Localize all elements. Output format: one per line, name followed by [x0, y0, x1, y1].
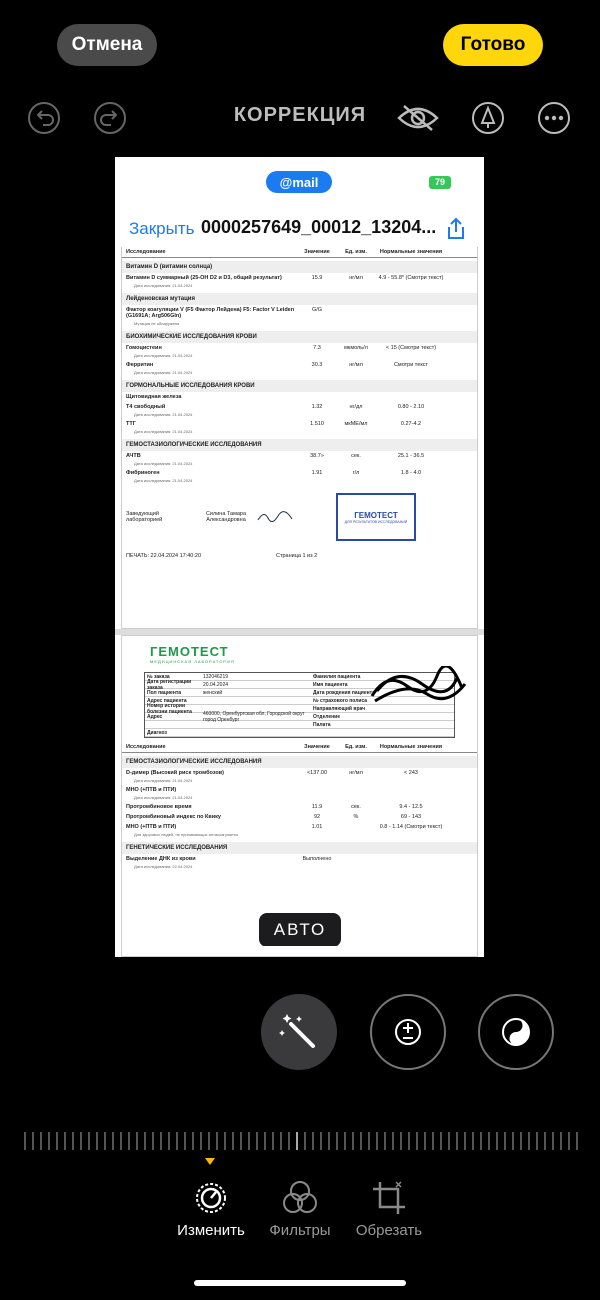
slider-tick [88, 1132, 90, 1150]
info-key: Диагноз [147, 729, 167, 736]
test-note: Дата исследования: 21.04.2024 [134, 370, 193, 375]
slider-tick [200, 1132, 202, 1150]
test-unit: нг/дл [349, 404, 363, 410]
test-norm: 0.8 - 1.14 (Смотри текст) [379, 824, 443, 830]
section-title: ГЕНЕТИЧЕСКИЕ ИССЛЕДОВАНИЯ [122, 842, 477, 854]
slider-tick [416, 1132, 418, 1150]
slider-tick [208, 1132, 210, 1150]
slider-tick [336, 1132, 338, 1150]
result-row [122, 768, 477, 778]
slider-tick [376, 1132, 378, 1150]
test-name: Выделение ДНК из крови [126, 856, 196, 862]
document-header [115, 215, 484, 245]
result-row [122, 785, 477, 795]
slider-tick [528, 1132, 530, 1150]
test-value: 11.9 [311, 804, 323, 810]
more-options-icon[interactable] [536, 100, 572, 136]
slider-tick [432, 1132, 434, 1150]
slider-tick [64, 1132, 66, 1150]
column-header: Нормальные значения [379, 249, 443, 255]
test-unit [336, 394, 376, 400]
auto-adjust-badge: АВТО [259, 913, 341, 947]
test-unit [336, 307, 376, 319]
slider-tick [472, 1132, 474, 1150]
info-key-right: Фамилия пациента [313, 673, 361, 680]
slider-tick [120, 1132, 122, 1150]
section-title: ГОРМОНАЛЬНЫЕ ИССЛЕДОВАНИЯ КРОВИ [122, 380, 477, 392]
info-key: Дата регистрации заказа [147, 678, 192, 691]
test-value: 38.7» [310, 453, 324, 459]
lab-logo-subtitle: МЕДИЦИНСКАЯ ЛАБОРАТОРИЯ [150, 659, 235, 664]
test-value: Выполнено [302, 856, 332, 862]
slider-tick [136, 1132, 138, 1150]
page2-results [122, 756, 477, 871]
info-key-right: № страхового полиса [313, 697, 368, 704]
tab-label: Изменить [177, 1222, 245, 1239]
result-row [122, 451, 477, 461]
info-key-right: Отделение [313, 713, 340, 720]
test-value: 1.01 [311, 824, 323, 830]
test-norm [376, 856, 446, 862]
slider-tick [520, 1132, 522, 1150]
info-key: Адрес [147, 713, 163, 720]
test-unit [336, 787, 376, 793]
test-note: Дата исследования: 21.04.2024 [134, 353, 193, 358]
slider-tick [560, 1132, 562, 1150]
test-name: Фактор коагуляции V (F5 Фактор Лейдена) F5: Factor V Leiden (G1691A; Arg506Gln) [126, 307, 295, 319]
info-key: Номер истории болезни пациента [147, 702, 192, 715]
result-row [122, 305, 477, 321]
yin-yang-icon [500, 1016, 532, 1048]
test-note: Дата исследования: 22.04.2024 [134, 864, 193, 869]
info-key: № заказа [147, 673, 170, 680]
slider-tick [232, 1132, 234, 1150]
test-note: Для здоровых людей, не принимающих антикоагулянты [134, 832, 239, 837]
crop-icon [344, 1178, 434, 1218]
filters-icon [255, 1178, 345, 1218]
result-row [122, 360, 477, 370]
result-row [122, 468, 477, 478]
test-name: D-димер (Высокий риск тромбозов) [126, 770, 224, 776]
test-norm: 69 - 143 [400, 814, 422, 820]
test-unit: сек. [351, 804, 361, 810]
slider-tick [352, 1132, 354, 1150]
test-name: Протромбиновое время [126, 804, 192, 810]
test-norm: 1.8 - 4.0 [400, 470, 422, 476]
section-title: ГЕМОСТАЗИОЛОГИЧЕСКИЕ ИССЛЕДОВАНИЯ [122, 756, 477, 768]
test-name: Протромбиновый индекс по Квику [126, 814, 221, 820]
exposure-button[interactable] [370, 994, 446, 1070]
slider-tick [440, 1132, 442, 1150]
page1-results [122, 261, 477, 485]
info-value: женский [203, 689, 223, 696]
test-unit: нг/мл [349, 770, 363, 776]
slider-tick [248, 1132, 250, 1150]
tab-label: Обрезать [355, 1222, 423, 1239]
test-unit: сек. [351, 453, 361, 459]
slider-tick [216, 1132, 218, 1150]
test-norm: Смотри текст [393, 362, 429, 368]
slider-tick [176, 1132, 178, 1150]
slider-tick [480, 1132, 482, 1150]
tab-label: Фильтры [269, 1222, 331, 1239]
test-value [298, 394, 336, 400]
result-row [122, 419, 477, 429]
slider-tick [456, 1132, 458, 1150]
auto-indicator-line [234, 946, 366, 950]
signer-name: Силина Тамара Александровна [205, 511, 247, 523]
slider-tick [280, 1132, 282, 1150]
column-header: Значение [304, 744, 330, 750]
test-unit [336, 856, 376, 862]
slider-tick [72, 1132, 74, 1150]
dial-icon [166, 1178, 256, 1218]
slider-tick [96, 1132, 98, 1150]
test-note: Дата исследования: 21.04.2024 [134, 412, 193, 417]
test-value: 1.32 [311, 404, 323, 410]
column-header: Исследование [126, 249, 166, 255]
test-note: Дата исследования: 21.04.2024 [134, 283, 193, 288]
auto-enhance-button[interactable] [261, 994, 337, 1070]
tab-filters[interactable] [255, 1178, 345, 1239]
test-norm [376, 394, 446, 400]
test-note: Мутация не обнаружена [134, 321, 180, 326]
markup-pen-icon[interactable] [470, 100, 506, 136]
test-name: МНО (+ПТВ и ПТИ) [126, 787, 177, 793]
table-header [122, 247, 477, 258]
result-row [122, 392, 477, 402]
info-value: 20.04.2024 [203, 681, 229, 688]
slider-tick [320, 1132, 322, 1150]
test-norm [376, 787, 446, 793]
signer-role: Заведующий лабораторией [126, 511, 163, 523]
test-note: Дата исследования: 21.04.2024 [134, 429, 193, 434]
section-title: ГЕМОСТАЗИОЛОГИЧЕСКИЕ ИССЛЕДОВАНИЯ [122, 439, 477, 451]
test-unit: г/л [352, 470, 360, 476]
slider-tick [368, 1132, 370, 1150]
slider-tick [40, 1132, 42, 1150]
test-value: 30.3 [311, 362, 323, 368]
slider-tick [568, 1132, 570, 1150]
test-name: Ферритин [126, 362, 154, 368]
tab-crop[interactable] [344, 1178, 434, 1239]
result-row [122, 402, 477, 412]
slider-tick [328, 1132, 330, 1150]
magic-wand-icon [277, 1010, 321, 1054]
test-name: Щитовидная железа [126, 394, 182, 400]
test-unit: % [353, 814, 359, 820]
test-name: Фибриноген [126, 470, 160, 476]
result-row [122, 802, 477, 812]
visibility-toggle-icon[interactable] [396, 100, 440, 136]
lab-stamp: ГЕМОТЕСТ ДЛЯ РЕЗУЛЬТАТОВ ИССЛЕДОВАНИЙ [336, 493, 416, 541]
document-title: 0000257649_00012_13204... [201, 217, 437, 237]
slider-tick [384, 1132, 386, 1150]
battery-indicator: 79 [429, 176, 451, 189]
slider-tick [312, 1132, 314, 1150]
slider-tick [512, 1132, 514, 1150]
test-norm: < 243 [404, 770, 418, 776]
test-unit: мкмоль/л [344, 345, 368, 351]
test-name: МНО (+ПТВ и ПТИ) [126, 824, 177, 830]
slider-tick [576, 1132, 578, 1150]
redo-icon[interactable] [92, 100, 128, 136]
black-point-button[interactable] [478, 994, 554, 1070]
slider-tick [488, 1132, 490, 1150]
test-name: АЧТВ [126, 453, 141, 459]
slider-tick [408, 1132, 410, 1150]
test-name: Гомоцистеин [126, 345, 162, 351]
tab-adjust[interactable] [166, 1178, 256, 1239]
slider-tick [128, 1132, 130, 1150]
slider-tick [288, 1132, 290, 1150]
slider-tick [448, 1132, 450, 1150]
report-page-2 [121, 635, 478, 957]
slider-tick [296, 1132, 298, 1150]
mail-app-badge: @mail [266, 171, 332, 193]
slider-tick [112, 1132, 114, 1150]
slider-tick [240, 1132, 242, 1150]
slider-tick [224, 1132, 226, 1150]
test-norm: < 15 (Смотри текст) [385, 345, 437, 351]
slider-tick [272, 1132, 274, 1150]
slider-tick [24, 1132, 26, 1150]
slider-tick [552, 1132, 554, 1150]
slider-tick [304, 1132, 306, 1150]
slider-tick [264, 1132, 266, 1150]
table-header [122, 742, 477, 753]
test-name: Т4 свободный [126, 404, 166, 410]
slider-tick [256, 1132, 258, 1150]
lab-logo: ГЕМОТЕСТ [150, 644, 229, 659]
share-icon[interactable] [445, 217, 467, 241]
info-key: Пол пациента [147, 689, 182, 696]
test-norm: 4.9 - 55.8* (Смотри текст) [378, 275, 444, 281]
result-row [122, 273, 477, 283]
test-value: 1.510 [310, 421, 324, 427]
info-value: 460000, Оренбургская обл, Городской округ город Оренбург [203, 710, 305, 723]
slider-tick [464, 1132, 466, 1150]
slider-tick [344, 1132, 346, 1150]
signature-block [122, 485, 477, 543]
info-row [145, 729, 454, 737]
test-norm [376, 307, 446, 319]
column-header: Ед. изм. [345, 249, 367, 255]
column-header: Значение [304, 249, 330, 255]
test-value: 1.91 [311, 470, 323, 476]
slider-tick [504, 1132, 506, 1150]
test-value: G/G [311, 307, 323, 313]
result-row [122, 812, 477, 822]
info-key-right: Имя пациента [313, 681, 348, 688]
test-unit [336, 824, 376, 830]
document-preview[interactable] [115, 157, 484, 957]
slider-tick [424, 1132, 426, 1150]
column-header: Исследование [126, 744, 166, 750]
test-norm: 0.80 - 2.10 [397, 404, 425, 410]
section-title: Витамин D (витамин солнца) [122, 261, 477, 273]
signature-image [256, 510, 296, 524]
slider-tick [104, 1132, 106, 1150]
done-button[interactable]: Готово [443, 24, 543, 66]
slider-tick [496, 1132, 498, 1150]
slider-tick [80, 1132, 82, 1150]
toolbar-title: КОРРЕКЦИЯ [233, 104, 367, 126]
info-row [145, 710, 454, 723]
slider-tick [32, 1132, 34, 1150]
info-key: Адрес пациента [147, 697, 187, 704]
slider-tick [56, 1132, 58, 1150]
info-value: 132046219 [203, 673, 229, 680]
edit-toolbar [0, 96, 600, 140]
test-norm: 0.27-4.2 [400, 421, 422, 427]
section-title: Лейденовская мутация [122, 293, 477, 305]
slider-tick [168, 1132, 170, 1150]
home-indicator [194, 1280, 406, 1286]
result-row [122, 343, 477, 353]
slider-tick [360, 1132, 362, 1150]
test-unit: нг/мл [349, 275, 363, 281]
column-header: Ед. изм. [345, 744, 367, 750]
result-row [122, 822, 477, 832]
test-note: Дата исследования: 21.04.2024 [134, 478, 193, 483]
test-value: 92 [313, 814, 321, 820]
undo-icon[interactable] [26, 100, 62, 136]
adjustment-slider[interactable] [24, 1132, 584, 1150]
slider-tick [48, 1132, 50, 1150]
test-note: Дата исследования: 21.04.2024 [134, 778, 193, 783]
slider-tick [392, 1132, 394, 1150]
test-value: 7.3 [313, 345, 321, 351]
test-norm: 9.4 - 12.5 [399, 804, 423, 810]
test-unit: мкМЕ/мл [344, 421, 368, 427]
info-key-right: Дата рождения пациента [313, 689, 375, 696]
info-key-right: Палата [313, 721, 331, 728]
mail-status-bar [115, 157, 484, 205]
exposure-icon [393, 1017, 423, 1047]
section-title: БИОХИМИЧЕСКИЕ ИССЛЕДОВАНИЯ КРОВИ [122, 331, 477, 343]
test-name: ТТГ [126, 421, 136, 427]
redaction-scribble [367, 666, 467, 706]
test-note: Дата исследования: 21.04.2024 [134, 795, 193, 800]
cancel-button[interactable]: Отмена [57, 24, 157, 66]
column-header: Нормальные значения [379, 744, 443, 750]
slider-tick [400, 1132, 402, 1150]
test-note: Дата исследования: 21.04.2024 [134, 461, 193, 466]
test-norm: 25.1 - 36.5 [397, 453, 425, 459]
page-number: Страница 1 из 2 [276, 553, 318, 559]
test-name: Витамин D суммарный (25-OH D2 и D3, общий результат) [126, 275, 282, 281]
slider-tick [536, 1132, 538, 1150]
slider-tick [184, 1132, 186, 1150]
slider-tick [192, 1132, 194, 1150]
slider-tick [144, 1132, 146, 1150]
test-value [298, 787, 336, 793]
print-date: ПЕЧАТЬ: 22.04.2024 17:40:20 [126, 553, 202, 559]
test-value: <137.00 [306, 770, 328, 776]
result-row [122, 854, 477, 864]
close-link[interactable]: Закрыть [129, 219, 195, 238]
test-unit: нг/мл [349, 362, 363, 368]
slider-tick [544, 1132, 546, 1150]
slider-tick [152, 1132, 154, 1150]
test-value: 15.9 [311, 275, 323, 281]
info-key-right: Направляющий врач [313, 705, 366, 712]
active-tab-indicator [205, 1158, 215, 1165]
report-page-1 [121, 247, 478, 629]
slider-tick [160, 1132, 162, 1150]
